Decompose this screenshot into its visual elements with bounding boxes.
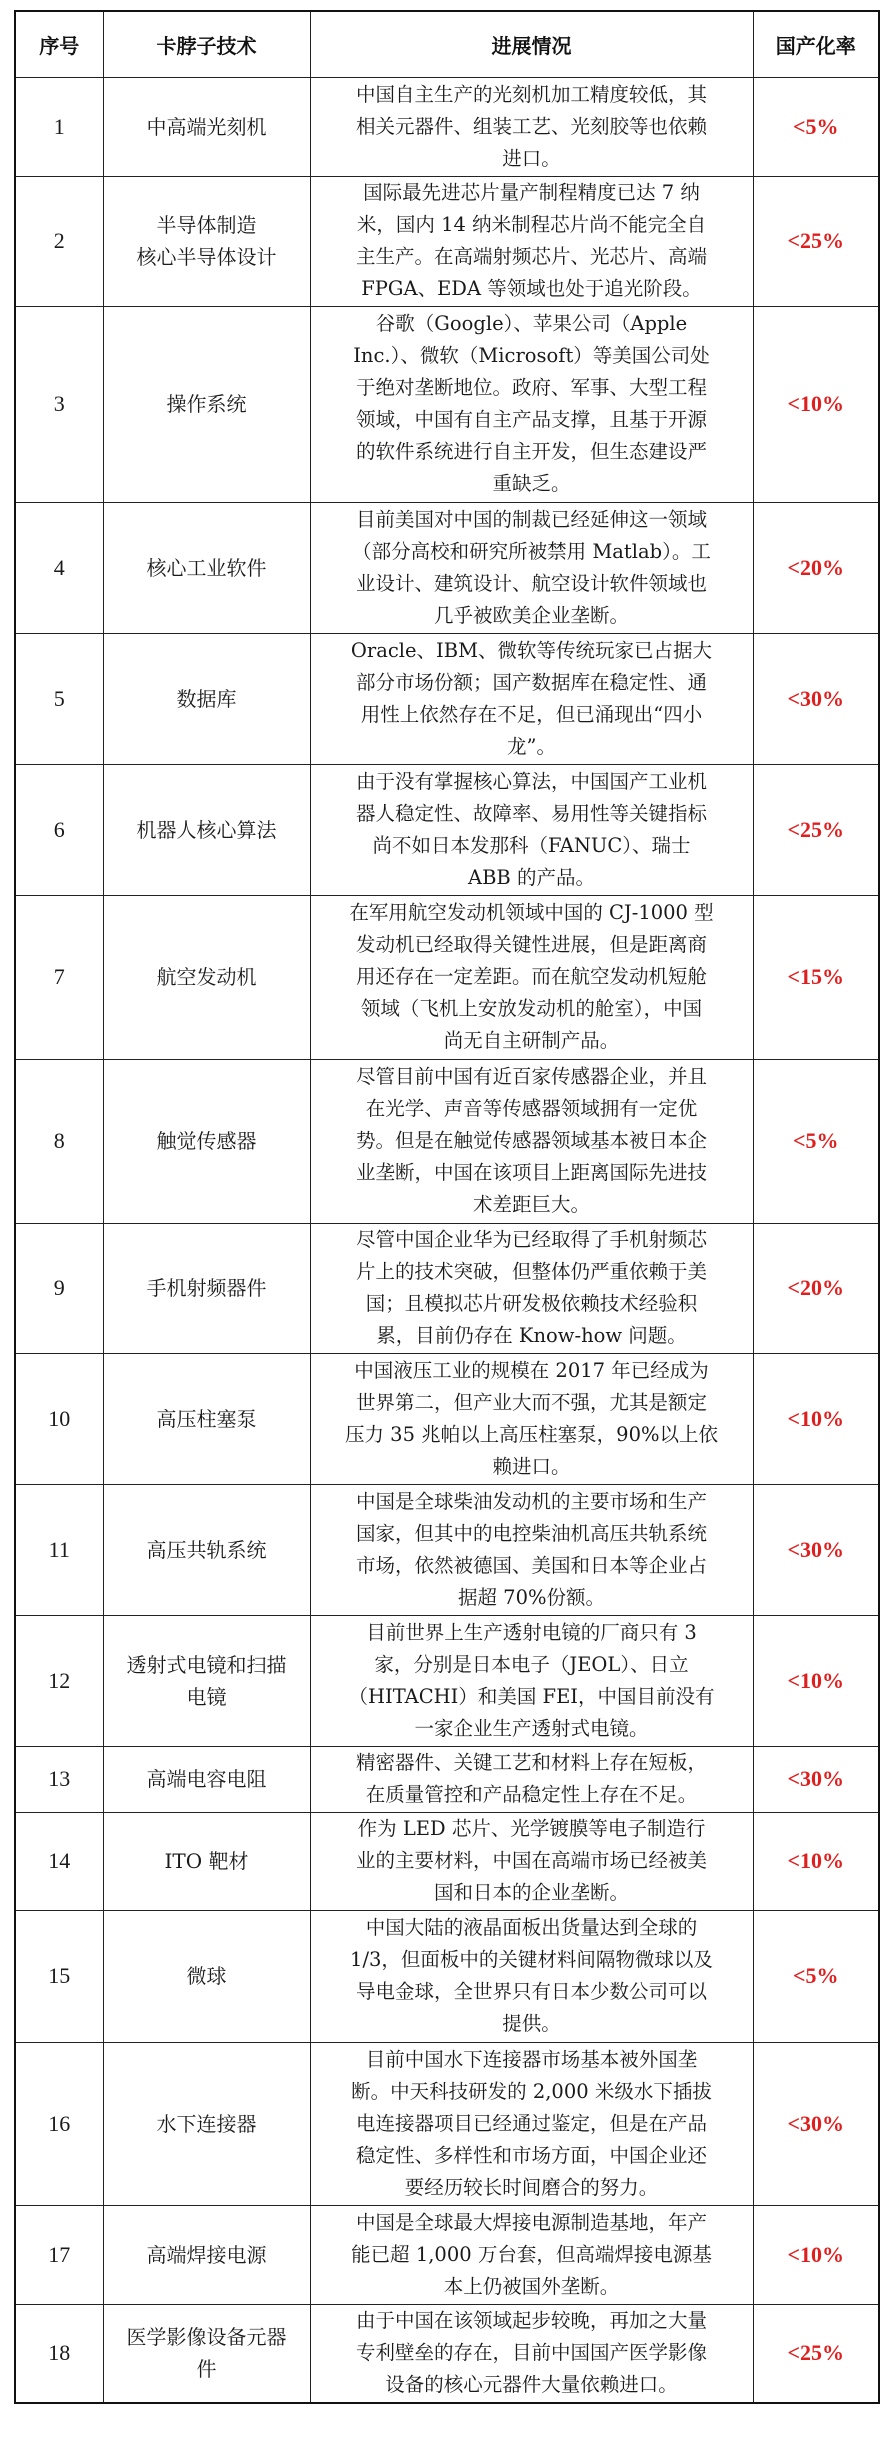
row-index: 6 — [15, 764, 103, 895]
technology-name — [103, 2042, 310, 2205]
table-row — [15, 1353, 879, 1484]
row-index: 12 — [15, 1615, 103, 1746]
technology-name-line: 电镜 — [186, 1684, 227, 1709]
progress-description-line: 电连接器项目已经通过鉴定，但是在产品 — [355, 2111, 707, 2135]
technology-name — [103, 176, 310, 306]
localization-rate: <10% — [753, 306, 879, 502]
progress-description — [310, 1353, 753, 1484]
technology-name — [103, 895, 310, 1059]
progress-description — [310, 1812, 753, 1910]
progress-description-line: （HITACHI）和美国 FEI，中国目前没有 — [348, 1684, 715, 1708]
row-index: 10 — [15, 1353, 103, 1484]
progress-description-line: Oracle、IBM、微软等传统玩家已占据大 — [350, 638, 713, 662]
table-row — [15, 1484, 879, 1615]
progress-description-line: 尚无自主研制产品。 — [443, 1029, 620, 1052]
technology-name — [103, 1746, 310, 1812]
technology-name — [103, 1910, 310, 2042]
localization-rate: <30% — [753, 2042, 879, 2205]
progress-description-line: 赖进口。 — [492, 1454, 571, 1478]
technology-name-line: 高压柱塞泵 — [156, 1406, 257, 1431]
progress-description-line: 领域（飞机上安放发动机的舱室），中国 — [360, 997, 703, 1020]
progress-description-line: 用还存在一定差距。而在航空发动机短舱 — [355, 965, 707, 988]
progress-description-line: 尽管目前中国有近百家传感器企业，并且 — [355, 1065, 707, 1088]
technology-name-line: 中高端光刻机 — [146, 114, 267, 139]
progress-description — [310, 2042, 753, 2205]
header-localization-rate: 国产化率 — [753, 11, 879, 77]
progress-description-line: FPGA、EDA 等领域也处于追光阶段。 — [361, 277, 702, 300]
technology-name-line: 操作系统 — [166, 392, 247, 416]
progress-description-line: 主生产。在高端射频芯片、光芯片、高端 — [355, 245, 707, 268]
technology-name-line: 高压共轨系统 — [146, 1537, 267, 1562]
row-index: 16 — [15, 2042, 103, 2205]
progress-description-line: 由于没有掌握核心算法，中国国产工业机 — [355, 769, 707, 793]
progress-description — [310, 1746, 753, 1812]
localization-rate: <20% — [753, 1223, 879, 1353]
localization-rate: <25% — [753, 176, 879, 306]
table-row — [15, 764, 879, 895]
progress-description-line: 部分市场份额；国产数据库在稳定性、通 — [355, 670, 707, 694]
localization-rate: <25% — [753, 2304, 879, 2403]
localization-rate: <5% — [753, 1059, 879, 1223]
progress-description-line: 进口。 — [502, 146, 561, 170]
table-row — [15, 1223, 879, 1353]
header-technology: 卡脖子技术 — [103, 11, 310, 77]
technology-name-line: 医学影像设备元器 — [126, 2325, 287, 2350]
progress-description-line: 谷歌（Google）、苹果公司（Apple — [375, 312, 688, 335]
progress-description-line: 势。但是在触觉传感器领域基本被日本企 — [355, 1129, 707, 1152]
localization-rate: <10% — [753, 2205, 879, 2304]
progress-description — [310, 764, 753, 895]
row-index: 18 — [15, 2304, 103, 2403]
progress-description-line: 世界第二，但产业大而不强，尤其是额定 — [355, 1390, 707, 1414]
localization-rate: <30% — [753, 633, 879, 764]
technology-name-line: 手机射频器件 — [146, 1276, 267, 1300]
progress-description — [310, 895, 753, 1059]
table-body — [15, 77, 879, 2403]
progress-description — [310, 1615, 753, 1746]
progress-description-line: 设备的核心元器件大量依赖进口。 — [385, 2373, 678, 2397]
localization-rate: <30% — [753, 1746, 879, 1812]
table-row — [15, 1615, 879, 1746]
progress-description-line: 于绝对垄断地位。政府、军事、大型工程 — [355, 376, 707, 399]
progress-description-line: 市场，依然被德国、美国和日本等企业占 — [355, 1553, 707, 1577]
progress-description-line: 业的主要材料，中国在高端市场已经被美 — [355, 1849, 707, 1872]
table-row — [15, 895, 879, 1059]
progress-description — [310, 633, 753, 764]
technology-name — [103, 1059, 310, 1223]
progress-description-line: 业垄断，中国在该项目上距离国际先进技 — [355, 1161, 707, 1184]
technology-name — [103, 633, 310, 764]
progress-description-line: 中国自主生产的光刻机加工精度较低，其 — [355, 82, 707, 106]
progress-description-line: 在质量管控和产品稳定性上存在不足。 — [365, 1783, 698, 1806]
progress-description-line: 本上仍被国外垄断。 — [443, 2274, 620, 2298]
progress-description-line: 尚不如日本发那科（FANUC）、瑞士 — [372, 833, 691, 857]
technology-name-line: 半导体制造 — [156, 213, 257, 237]
localization-rate: <5% — [753, 1910, 879, 2042]
progress-description — [310, 176, 753, 306]
progress-description-line: 用性上依然存在不足，但已涌现出“四小 — [360, 702, 703, 726]
progress-description-line: 片上的技术突破，但整体仍严重依赖于美 — [355, 1260, 707, 1283]
technology-name — [103, 502, 310, 633]
progress-description-line: 的软件系统进行自主开发，但生态建设严 — [355, 440, 707, 463]
progress-description-line: 发动机已经取得关键性进展，但是距离商 — [355, 933, 707, 956]
table-row — [15, 2304, 879, 2403]
technology-name — [103, 764, 310, 895]
progress-description-line: 几乎被欧美企业垄断。 — [433, 603, 629, 627]
progress-description-line: 由于中国在该领域起步较晚，再加之大量 — [355, 2309, 707, 2333]
technology-name — [103, 2205, 310, 2304]
progress-description-line: 要经历较长时间磨合的努力。 — [404, 2175, 659, 2199]
localization-rate: <10% — [753, 1812, 879, 1910]
technology-name-line: 核心工业软件 — [146, 555, 267, 580]
technology-name — [103, 306, 310, 502]
progress-description-line: 1/3，但面板中的关键材料间隔物微球以及 — [350, 1948, 713, 1971]
progress-description-line: 中国大陆的液晶面板出货量达到全球的 — [365, 1916, 698, 1939]
progress-description-line: 相关元器件、组装工艺、光刻胶等也依赖 — [355, 114, 707, 138]
progress-description-line: 在光学、声音等传感器领域拥有一定优 — [365, 1097, 698, 1120]
progress-description-line: 目前中国水下连接器市场基本被外国垄 — [365, 2047, 698, 2071]
localization-rate: <20% — [753, 502, 879, 633]
progress-description — [310, 2304, 753, 2403]
progress-description-line: 国和日本的企业垄断。 — [433, 1881, 629, 1904]
row-index: 1 — [15, 77, 103, 176]
header-progress: 进展情况 — [310, 11, 753, 77]
progress-description — [310, 2205, 753, 2304]
row-index: 3 — [15, 306, 103, 502]
localization-rate: <5% — [753, 77, 879, 176]
progress-description-line: 作为 LED 芯片、光学镀膜等电子制造行 — [357, 1817, 706, 1840]
progress-description-line: 目前美国对中国的制裁已经延伸这一领域 — [355, 507, 707, 531]
progress-description-line: （部分高校和研究所被禁用 Matlab）。工 — [352, 539, 711, 563]
table-row — [15, 1812, 879, 1910]
technology-name — [103, 1353, 310, 1484]
table-row — [15, 306, 879, 502]
technology-name-line: 核心半导体设计 — [136, 245, 277, 269]
progress-description-line: 提供。 — [502, 2012, 561, 2035]
progress-description-line: 尽管中国企业华为已经取得了手机射频芯 — [355, 1228, 707, 1251]
progress-description-line: 中国液压工业的规模在 2017 年已经成为 — [354, 1358, 709, 1382]
technology-name-line: 高端焊接电源 — [146, 2242, 267, 2267]
row-index: 7 — [15, 895, 103, 1059]
table-row — [15, 633, 879, 764]
progress-description — [310, 306, 753, 502]
progress-description-line: 米，国内 14 纳米制程芯片尚不能完全自 — [356, 213, 707, 236]
progress-description-line: 器人稳定性、故障率、易用性等关键指标 — [355, 801, 707, 825]
table-row — [15, 1746, 879, 1812]
progress-description-line: 能已超 1,000 万台套，但高端焊接电源基 — [351, 2242, 712, 2266]
localization-rate: <10% — [753, 1353, 879, 1484]
technology-name-line: 水下连接器 — [156, 2111, 257, 2136]
progress-description-line: 导电金球，全世界只有日本少数公司可以 — [355, 1980, 707, 2003]
technology-name-line: 微球 — [186, 1964, 227, 1988]
progress-description — [310, 1059, 753, 1223]
progress-description-line: 目前世界上生产透射电镜的厂商只有 3 — [366, 1620, 697, 1644]
progress-description — [310, 77, 753, 176]
progress-description-line: 一家企业生产透射式电镜。 — [414, 1716, 649, 1740]
row-index: 17 — [15, 2205, 103, 2304]
row-index: 8 — [15, 1059, 103, 1223]
progress-description — [310, 1223, 753, 1353]
table-row — [15, 1910, 879, 2042]
technology-name-line: 航空发动机 — [156, 965, 257, 989]
row-index: 11 — [15, 1484, 103, 1615]
progress-description-line: 据超 70%份额。 — [457, 1585, 606, 1609]
technology-name-line: 透射式电镜和扫描 — [126, 1652, 287, 1677]
table-row — [15, 1059, 879, 1223]
technology-name-line: 机器人核心算法 — [136, 817, 277, 842]
row-index: 15 — [15, 1910, 103, 2042]
technology-name-line: 触觉传感器 — [156, 1129, 257, 1153]
progress-description-line: 稳定性、多样性和市场方面，中国企业还 — [355, 2143, 707, 2167]
progress-description-line: 中国是全球最大焊接电源制造基地，年产 — [355, 2210, 707, 2234]
progress-description-line: 专利壁垒的存在，目前中国国产医学影像 — [355, 2341, 707, 2365]
progress-description-line: 家，分别是日本电子（JEOL）、日立 — [374, 1652, 689, 1676]
technology-name-line: ITO 靶材 — [164, 1849, 249, 1873]
progress-description — [310, 1484, 753, 1615]
table-row — [15, 2205, 879, 2304]
technology-name-line: 高端电容电阻 — [146, 1767, 267, 1791]
technology-name-line: 数据库 — [176, 686, 237, 711]
progress-description-line: 重缺乏。 — [492, 472, 571, 495]
progress-description-line: 国；且模拟芯片研发极依赖技术经验积 — [365, 1292, 698, 1315]
table-row — [15, 77, 879, 176]
progress-description-line: 国家，但其中的电控柴油机高压共轨系统 — [355, 1521, 707, 1545]
row-index: 5 — [15, 633, 103, 764]
technology-name — [103, 77, 310, 176]
progress-description-line: ABB 的产品。 — [468, 865, 595, 889]
progress-description-line: Inc.）、微软（Microsoft）等美国公司处 — [353, 344, 710, 367]
progress-description-line: 龙”。 — [507, 734, 556, 758]
localization-rate: <15% — [753, 895, 879, 1059]
row-index: 4 — [15, 502, 103, 633]
progress-description-line: 领域，中国有自主产品支撑，且基于开源 — [355, 408, 707, 431]
progress-description-line: 累，目前仍存在 Know-how 问题。 — [376, 1324, 687, 1347]
row-index: 14 — [15, 1812, 103, 1910]
chokepoint-technology-table — [14, 10, 880, 2404]
technology-name — [103, 2304, 310, 2403]
progress-description-line: 精密器件、关键工艺和材料上存在短板， — [355, 1751, 707, 1774]
progress-description-line: 术差距巨大。 — [472, 1193, 590, 1216]
technology-name — [103, 1223, 310, 1353]
table-row — [15, 176, 879, 306]
technology-name — [103, 1484, 310, 1615]
progress-description — [310, 1910, 753, 2042]
header-index: 序号 — [15, 11, 103, 77]
progress-description-line: 国际最先进芯片量产制程精度已达 7 纳 — [363, 181, 700, 204]
technology-name-line: 件 — [196, 2357, 217, 2382]
technology-name — [103, 1812, 310, 1910]
progress-description — [310, 502, 753, 633]
progress-description-line: 断。中天科技研发的 2,000 米级水下插拔 — [351, 2079, 712, 2103]
localization-rate: <10% — [753, 1615, 879, 1746]
progress-description-line: 压力 35 兆帕以上高压柱塞泵，90%以上依 — [344, 1422, 719, 1446]
header-row — [15, 11, 879, 77]
localization-rate: <25% — [753, 764, 879, 895]
localization-rate: <30% — [753, 1484, 879, 1615]
table-row — [15, 502, 879, 633]
table-row — [15, 2042, 879, 2205]
technology-name — [103, 1615, 310, 1746]
progress-description-line: 在军用航空发动机领域中国的 CJ-1000 型 — [349, 901, 714, 924]
progress-description-line: 业设计、建筑设计、航空设计软件领域也 — [355, 571, 707, 595]
row-index: 9 — [15, 1223, 103, 1353]
row-index: 13 — [15, 1746, 103, 1812]
row-index: 2 — [15, 176, 103, 306]
progress-description-line: 中国是全球柴油发动机的主要市场和生产 — [355, 1489, 707, 1513]
